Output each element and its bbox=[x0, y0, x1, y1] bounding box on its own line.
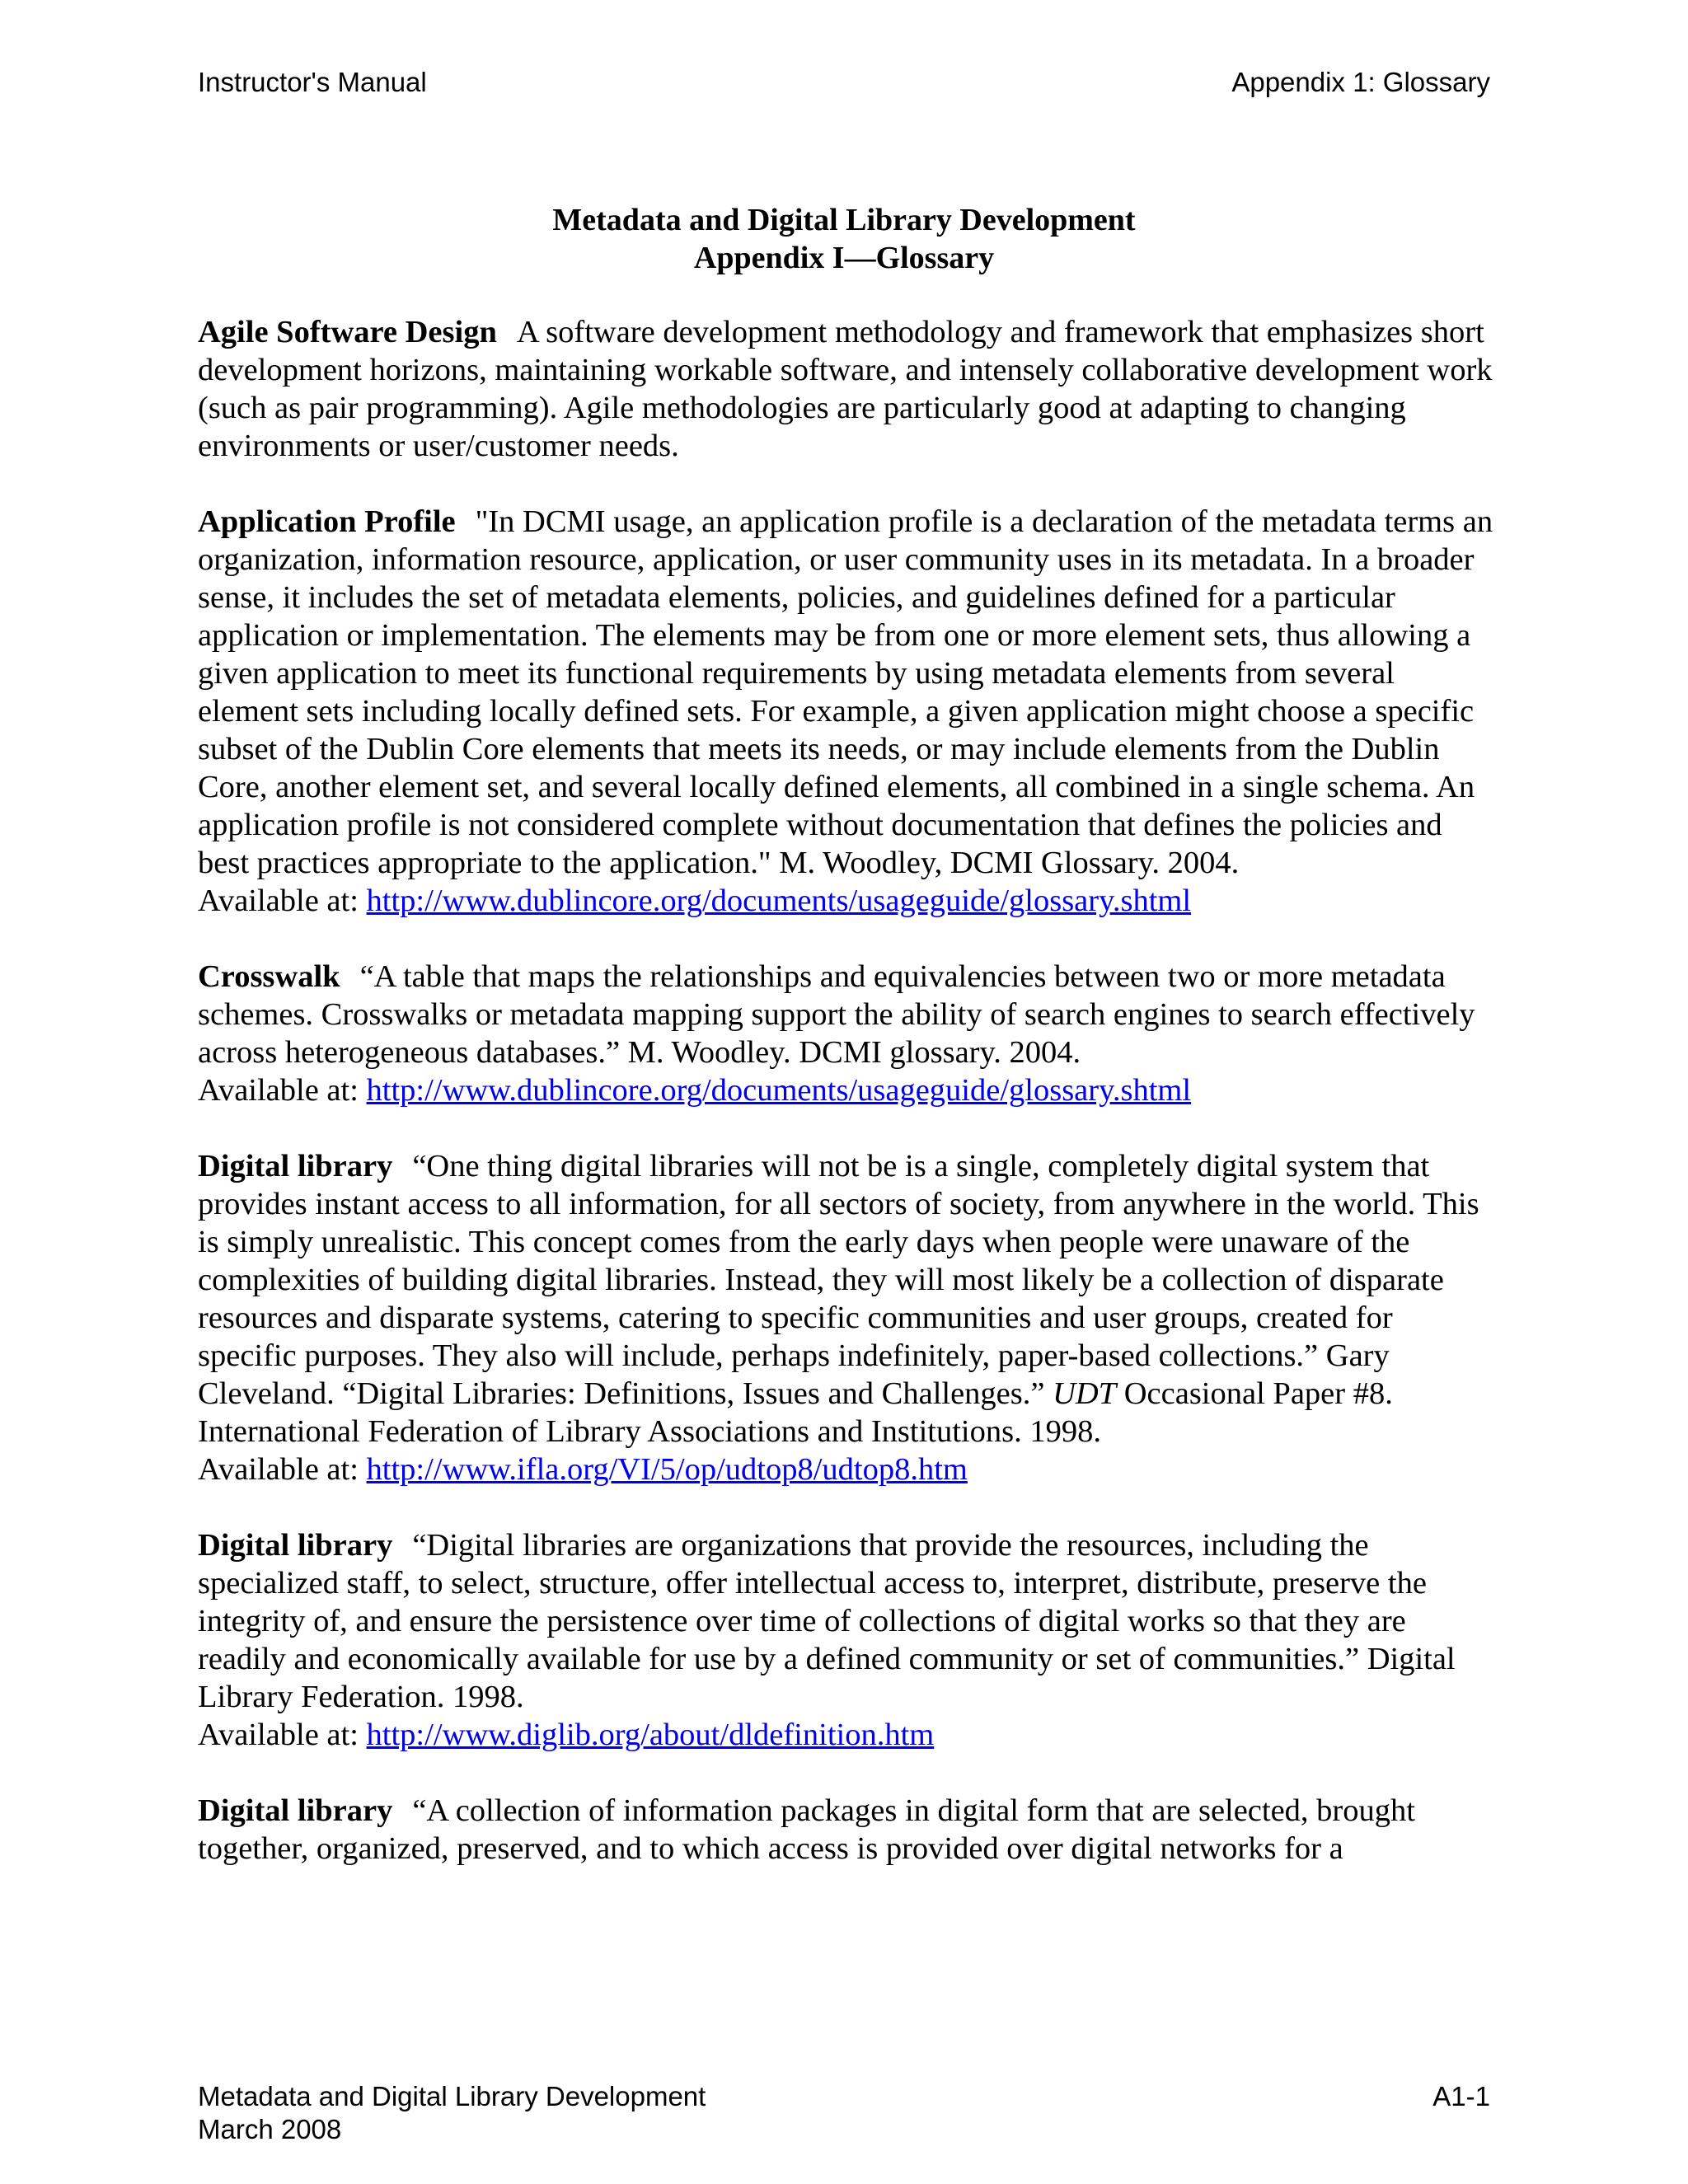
source-link[interactable]: http://www.dublincore.org/documents/usageguide/glossary.shtml bbox=[366, 1073, 1192, 1108]
title-line-2: Appendix I—Glossary bbox=[693, 241, 995, 275]
header-left: Instructor's Manual bbox=[198, 67, 427, 97]
glossary-term: Application Profile bbox=[198, 504, 456, 539]
page-number: A1-1 bbox=[1432, 2081, 1490, 2111]
glossary-entry bbox=[198, 503, 1495, 920]
glossary-definition: “A collection of information packages in digital form that are selected, brought together, organized, preserved, and to which access is provided over digital networks for a bbox=[198, 1793, 1415, 1866]
footer-date: March 2008 bbox=[198, 2114, 342, 2144]
available-at-line bbox=[198, 1451, 1495, 1488]
page-title bbox=[198, 201, 1490, 277]
available-at-line bbox=[198, 1071, 1495, 1109]
glossary-term: Digital library bbox=[198, 1528, 393, 1563]
source-link[interactable]: http://www.diglib.org/about/dldefinition.htm bbox=[366, 1718, 935, 1752]
footer-title: Metadata and Digital Library Development bbox=[198, 2081, 706, 2111]
glossary-definition: “A table that maps the relationships and equivalencies between two or more metadata schemes. Crosswalks or metadata mapping support the ability of search engines to search effectively across heterogeneous databases.” M. Woodley. DCMI glossary. 2004. bbox=[198, 959, 1475, 1070]
glossary-definition: “Digital libraries are organizations that provide the resources, including the specialized staff, to select, structure, offer intellectual access to, interpret, distribute, preserve the integrity of, and ensure the persistence over time of collections of digital works so that they are readily and economically available for use by a defined community or set of communities.” Digital Library Federation. 1998. bbox=[198, 1528, 1456, 1714]
glossary-definition: "In DCMI usage, an application profile is a declaration of the metadata terms an organization, information resource, application, or user community uses in its metadata. In a broader sense, it includes the set of metadata elements, policies, and guidelines defined for a particular application or implementation. The elements may be from one or more element sets, thus allowing a given application to meet its functional requirements by using metadata elements from several element sets including locally defined sets. For example, a given application might choose a specific subset of the Dublin Core elements that meets its needs, or may include elements from the Dublin Core, another element set, and several locally defined elements, all combined in a single schema. An application profile is not considered complete without documentation that defines the policies and best practices appropriate to the application." M. Woodley, DCMI Glossary. 2004. bbox=[198, 504, 1493, 880]
publication-series: UDT bbox=[1053, 1376, 1117, 1411]
glossary-definition: A software development methodology and framework that emphasizes short development horizons, maintaining workable software, and intensely collaborative development work (such as pair programming). Agile methodologies are particularly good at adapting to changing environments or user/customer needs. bbox=[198, 315, 1493, 463]
available-label: Available at: bbox=[198, 1073, 367, 1108]
glossary-entry bbox=[198, 1792, 1495, 1868]
available-label: Available at: bbox=[198, 1452, 367, 1487]
glossary-term: Digital library bbox=[198, 1793, 393, 1828]
glossary-term: Digital library bbox=[198, 1149, 393, 1183]
glossary-definition-cont: Occasional Paper #8. International Federation of Library Associations and Institutions. 1998. bbox=[198, 1376, 1393, 1449]
glossary-entry bbox=[198, 958, 1495, 1109]
available-label: Available at: bbox=[198, 1718, 367, 1752]
footer-left bbox=[198, 2080, 706, 2146]
glossary-entry bbox=[198, 1526, 1495, 1754]
available-label: Available at: bbox=[198, 883, 367, 918]
header-right: Appendix 1: Glossary bbox=[1231, 67, 1490, 97]
available-at-line bbox=[198, 882, 1495, 920]
glossary-definition: “One thing digital libraries will not be is a single, completely digital system that provides instant access to all information, for all sectors of society, from anywhere in the world. This is simply unrealistic. This concept comes from the early days when people were unaware of the complexities of building digital libraries. Instead, they will most likely be a collection of disparate resources and disparate systems, catering to specific communities and user groups, created for specific purposes. They also will include, perhaps indefinitely, paper-based collections.” Gary Cleveland. “Digital Libraries: Definitions, Issues and Challenges.” bbox=[198, 1149, 1479, 1411]
glossary-term: Agile Software Design bbox=[198, 315, 497, 349]
source-link[interactable]: http://www.ifla.org/VI/5/op/udtop8/udtop8.htm bbox=[366, 1452, 968, 1487]
glossary-term: Crosswalk bbox=[198, 959, 340, 994]
source-link[interactable]: http://www.dublincore.org/documents/usageguide/glossary.shtml bbox=[366, 883, 1192, 918]
glossary-body bbox=[198, 313, 1495, 1905]
title-line-1: Metadata and Digital Library Development bbox=[552, 203, 1136, 237]
glossary-entry bbox=[198, 1147, 1495, 1488]
available-at-line bbox=[198, 1716, 1495, 1754]
glossary-entry bbox=[198, 313, 1495, 465]
